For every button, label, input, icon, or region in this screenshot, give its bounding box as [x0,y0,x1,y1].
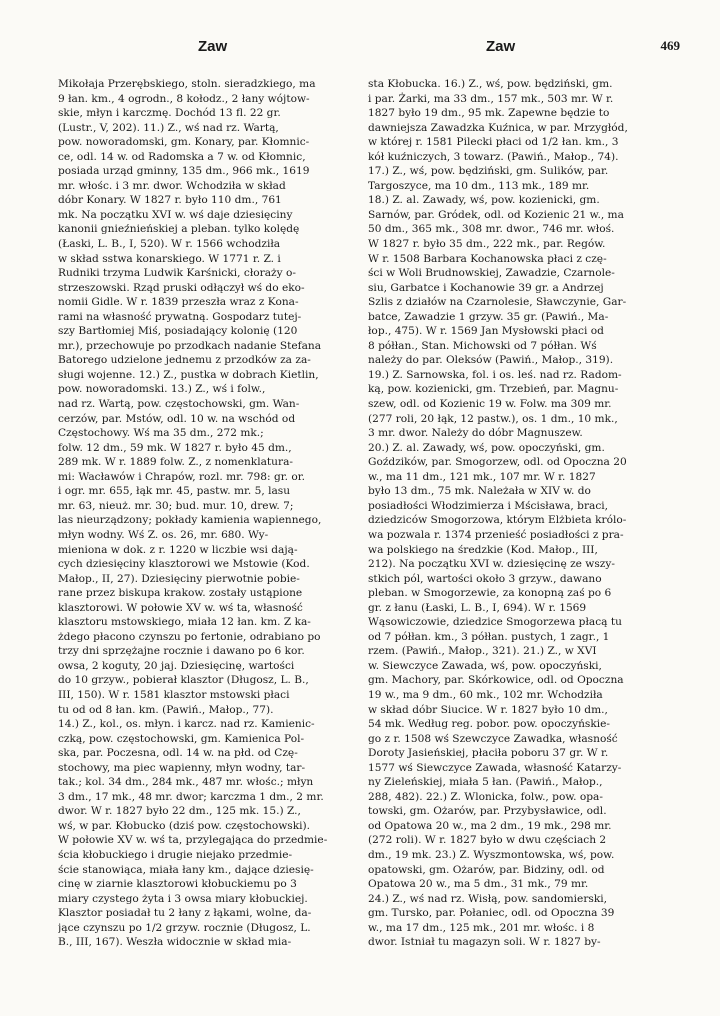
text-line: 20.) Z. al. Zawady, wś, pow. opoczyński, gm. [368,441,605,454]
text-line: opatowski, gm. Ożarów, par. Bidziny, odl. od [368,863,605,876]
text-line: i ogr. mr. 655, łąk mr. 45, pastw. mr. 5, lasu [58,485,291,498]
text-line: w. Siewczyce Zawada, wś, pow. opoczyński, [368,659,602,672]
text-line: Doroty Jasieńskiej, płaciła poboru 37 gr. W r. [368,747,609,760]
text-line: posiada urząd gminny, 135 dm., 966 mk., 1619 [58,165,310,178]
text-line: trzy dni sprzężajne rocznie i dawano po 6 kor. [58,645,305,658]
text-line: Rudniki trzyma Ludwik Karśnicki, cłoraży o- [58,267,296,280]
running-head-right: Zaw [486,38,516,55]
text-line: ny Zieleńskiej, miała 5 łan. (Pawiń., Małop., [368,776,603,789]
text-line: cych dziesięciny klasztorowi we Mstowie (Kod. [58,558,310,571]
text-line: ką, pow. kozienicki, gm. Trzebień, par. Magnu- [368,383,619,396]
text-line: (Łaski, L. B., I, 520). W r. 1566 wchodziła [58,238,281,251]
text-line: 19.) Z. Sarnowska, fol. i os. leś. nad rz. Radom- [368,368,622,381]
text-line: Małop., II, 27). Dziesięciny pierwotnie pobie- [58,572,300,585]
text-line: towski, gm. Ożarów, par. Przybysławice, odl. [368,805,607,818]
text-line: 8 półłan., Stan. Michowski od 7 półłan. Wś [368,339,597,352]
text-line: jące czynszu po 1/2 grzyw. rocznie (Długosz, L. [58,921,311,934]
text-line: 3 mr. dwor. Należy do dóbr Magnuszew. [368,427,583,440]
text-line: mk. Na początku XVI w. wś daje dziesięciny [58,208,293,221]
text-line: dm., 19 mk. 23.) Z. Wyszmontowska, wś, pow. [368,848,615,861]
text-line: 24.) Z., wś nad rz. Wisłą, pow. sandomierski, [368,892,607,905]
text-line: nad rz. Wartą, pow. częstochowski, gm. Wan- [58,398,300,411]
text-line: kół kuźniczych, 3 towarz. (Pawiń., Małop., 74). [368,150,619,163]
text-line: szew, odl. od Kozienic 19 w. Folw. ma 309 mr. [368,398,612,411]
text-line: klasztoru mstowskiego, miała 12 łan. km. Z ka- [58,616,311,629]
text-line: Sarnów, par. Gródek, odl. od Kozienic 21 w., ma [368,208,624,221]
text-line: rane przez biskupa krakow. zostały ustąpione [58,587,303,600]
text-line: strzeszowski. Rząd pruski odłączył wś do eko- [58,281,305,294]
text-line: w., ma 11 dm., 121 mk., 107 mr. W r. 1827 [368,470,596,483]
text-line: Batorego udzielone jednemu z przodków za za- [58,354,311,367]
text-line: tak.; kol. 34 dm., 284 mk., 487 mr. włośc.; młyn [58,776,314,789]
text-line: Szlis z działów na Czarnolesie, Sławczynie, Gar- [368,296,627,309]
text-line: mr. włośc. i 3 mr. dwor. Wchodziła w skład [58,179,286,192]
text-line: dóbr Konary. W 1827 r. było 110 dm., 761 [58,194,282,207]
text-line: 1827 było 19 dm., 95 mk. Zapewne będzie to [368,107,610,120]
text-line: tu od od 8 łan. km. (Pawiń., Małop., 77). [58,703,274,716]
text-line: las nieurządzony; pokłady kamienia wapiennego, [58,514,322,527]
text-line: posiadłości Włodzimierza i Mścisława, braci, [368,499,609,512]
text-line: w., ma 17 dm., 125 mk., 201 mr. włośc. i 8 [368,921,595,934]
text-line: folw. 12 dm., 59 mk. W 1827 r. było 45 dm., [58,441,292,454]
text-line: 17.) Z., wś, pow. będziński, gm. Sulików, par. [368,165,609,178]
text-line: owsa, 2 koguty, 20 jaj. Dziesięcinę, wartości [58,659,295,672]
text-line: W 1827 r. było 35 dm., 222 mk., par. Regów. [368,238,606,251]
text-line: dwor. W r. 1827 było 22 dm., 125 mk. 15.) Z., [58,805,301,818]
text-line: gr. z łanu (Łaski, L. B., I, 694). W r. 1569 [368,601,587,614]
text-line: (277 roli, 20 łąk, 12 pastw.), os. 1 dm., 10 mk., [368,412,618,425]
text-line: ścia kłobuckiego i drugie niejako przedmie- [58,848,293,861]
page-number: 469 [660,38,680,53]
text-line: dawniejsza Zawadzka Kuźnica, w par. Mrzygłód, [368,121,628,134]
text-line: 18.) Z. al. Zawady, wś, pow. kozienicki, gm. [368,194,600,207]
text-line: Opatowa 20 w., ma 5 dm., 31 mk., 79 mr. [368,878,589,891]
text-line: siu, Garbatce i Kochanowie 39 gr. a Andrzej [368,281,604,294]
text-line: Wąsowiczowie, dziedzice Smogorzewa płacą tu [368,616,622,629]
text-line: pleban. w Smogorzewie, za konopną zaś po 6 [368,587,612,600]
text-line: żdego płacono czynszu po fertonie, odrabiano po [58,630,321,643]
text-line: szy Bartłomiej Miś, posiadający kolonię (120 [58,325,298,338]
text-line: należy do par. Oleksów (Pawiń., Małop., 319). [368,354,614,367]
text-line: 9 łan. km., 4 ogrodn., 8 kołodz., 2 łany wójtow- [58,92,310,105]
text-line: ście stanowiąca, miała łany km., dające dziesię- [58,863,314,876]
text-line: (Lustr., V, 202). 11.) Z., wś nad rz. Wartą, [58,121,279,134]
text-line: mr. 63, nieuż. mr. 30; bud. mur. 10, drew. 7; [58,499,294,512]
text-line: pow. noworadomski. 13.) Z., wś i folw., [58,383,266,396]
text-line: ce, odl. 14 w. od Radomska a 7 w. od Kłomnic, [58,150,306,163]
page-header [58,38,690,62]
text-line: ska, par. Poczesna, odl. 14 w. na płd. od Czę- [58,747,298,760]
text-line: gm. Tursko, par. Połaniec, odl. od Opoczna 39 [368,907,615,920]
text-line: 212). Na początku XVI w. dziesięcinę ze wszy- [368,558,615,571]
text-line: mi: Wacławów i Chrapów, rozl. mr. 798: gr. or. [58,470,306,483]
text-line: sługi wojenne. 12.) Z., pustka w dobrach Kietlin, [58,368,319,381]
text-line: batce, Zawadzie 1 grzyw. 35 gr. (Pawiń., Ma- [368,310,609,323]
text-line: W połowie XV w. wś ta, przylegająca do przedmie- [58,834,328,847]
text-line: 14.) Z., kol., os. młyn. i karcz. nad rz. Kamienic- [58,718,315,731]
text-line: Częstochowy. Wś ma 35 dm., 272 mk.; [58,427,264,440]
text-line: czką, pow. częstochowski, gm. Kamienica Pol- [58,732,305,745]
left-column [58,77,364,950]
text-line: mieniona w dok. z r. 1220 w liczbie wsi dają- [58,543,298,556]
text-line: Klasztor posiadał tu 2 łany z łąkami, wolne, da- [58,907,312,920]
text-line: III, 150). W r. 1581 klasztor mstowski płaci [58,688,290,701]
text-line: W r. 1508 Barbara Kochanowska płaci z czę- [368,252,607,265]
text-line: ści w Woli Brudnowskiej, Zawadzie, Czarnole- [368,267,615,280]
text-line: go z r. 1508 wś Szewczyce Zawadka, własność [368,732,618,745]
text-line: dwor. Istniał tu magazyn soli. W r. 1827 by- [368,936,601,949]
text-line: B., III, 167). Weszła widocznie w skład mia- [58,936,292,949]
text-line: 19 w., ma 9 dm., 60 mk., 102 mr. Wchodziła [368,688,603,701]
text-line: miary czystego żyta i 3 owsa miary kłobuckiej. [58,892,308,905]
text-line: 50 dm., 365 mk., 308 mr. dwor., 746 mr. włoś. [368,223,615,236]
text-line: w skład dóbr Siucice. W r. 1827 było 10 dm., [368,703,608,716]
text-line: rzem. (Pawiń., Małop., 321). 21.) Z., w XVI [368,645,597,658]
text-line: 289 mk. W r. 1889 folw. Z., z nomenklatura- [58,456,293,469]
text-line: Mikołaja Przerębskiego, stoln. sieradzkiego, ma [58,78,316,90]
text-line: 1577 wś Siewczyce Zawada, własność Katarzy- [368,761,622,774]
right-column [368,77,690,950]
text-line: w której r. 1581 Pilecki płaci od 1/2 łan. km., 3 [368,136,619,149]
text-line: skie, młyn i karczmę. Dochód 13 fl. 22 gr. [58,107,281,120]
running-head-left: Zaw [198,38,228,55]
text-line: rami na własność prywatną. Gospodarz tutej- [58,310,302,323]
text-line: wś, w par. Kłobucko (dziś pow. częstochowski). [58,819,311,832]
text-line: kanonii gnieźnieńskiej a pleban. tylko kolędę [58,223,300,236]
text-line: od 7 półłan. km., 3 półłan. pustych, 1 zagr., 1 [368,630,610,643]
text-line: stkich pól, wartości około 3 grzyw., dawano [368,572,602,585]
text-line: stochowy, ma piec wapienny, młyn wodny, tar- [58,761,306,774]
text-line: klasztorowi. W połowie XV w. wś ta, własność [58,601,303,614]
text-line: pow. noworadomski, gm. Konary, par. Kłomnic- [58,136,310,149]
text-line: wa polskiego na średzkie (Kod. Małop., III, [368,543,598,556]
text-line: było 13 dm., 75 mk. Należała w XIV w. do [368,485,591,498]
text-line: Targoszyce, ma 10 dm., 113 mk., 189 mr. [368,179,590,192]
text-line: dziedziców Smogorzowa, którym Elżbieta królo- [368,514,627,527]
text-line: do 10 grzyw., pobierał klasztor (Długosz, L. B., [58,674,309,687]
text-line: łop., 475). W r. 1569 Jan Mysłowski płaci od [368,325,604,338]
text-line: od Opatowa 20 w., ma 2 dm., 19 mk., 298 mr. [368,819,612,832]
text-line: Goździków, par. Smogorzew, odl. od Opoczna 20 [368,456,627,469]
text-line: cinę w ziarnie klasztorowi kłobuckiemu po 3 [58,878,297,891]
text-line: w skład sstwa konarskiego. W 1771 r. Z. i [58,252,281,265]
text-line: wa pozwala r. 1374 przenieść posiadłości z pra- [368,528,624,541]
text-line: i par. Żarki, ma 33 dm., 157 mk., 503 mr. W r. [368,92,614,105]
text-line: gm. Machory, par. Skórkowice, odl. od Opoczna [368,674,624,687]
text-line: nomii Gidle. W r. 1839 przeszła wraz z Kona- [58,296,299,309]
text-line: mr.), przechowuje po przodkach nadanie Stefana [58,339,322,352]
text-line: 54 mk. Według reg. pobor. pow. opoczyńskie- [368,718,610,731]
text-line: 3 dm., 17 mk., 48 mr. dwor; karczma 1 dm., 2 mr. [58,790,324,803]
text-line: młyn wodny. Wś Z. os. 26, mr. 680. Wy- [58,528,269,541]
text-line: 288, 482). 22.) Z. Wlonicka, folw., pow. opa- [368,790,603,803]
text-line: cerzów, par. Mstów, odl. 10 w. na wschód od [58,412,296,425]
text-line: sta Kłobucka. 16.) Z., wś, pow. będziński, gm. [368,78,613,90]
text-line: (272 roli). W r. 1827 było w dwu częściach 2 [368,834,607,847]
